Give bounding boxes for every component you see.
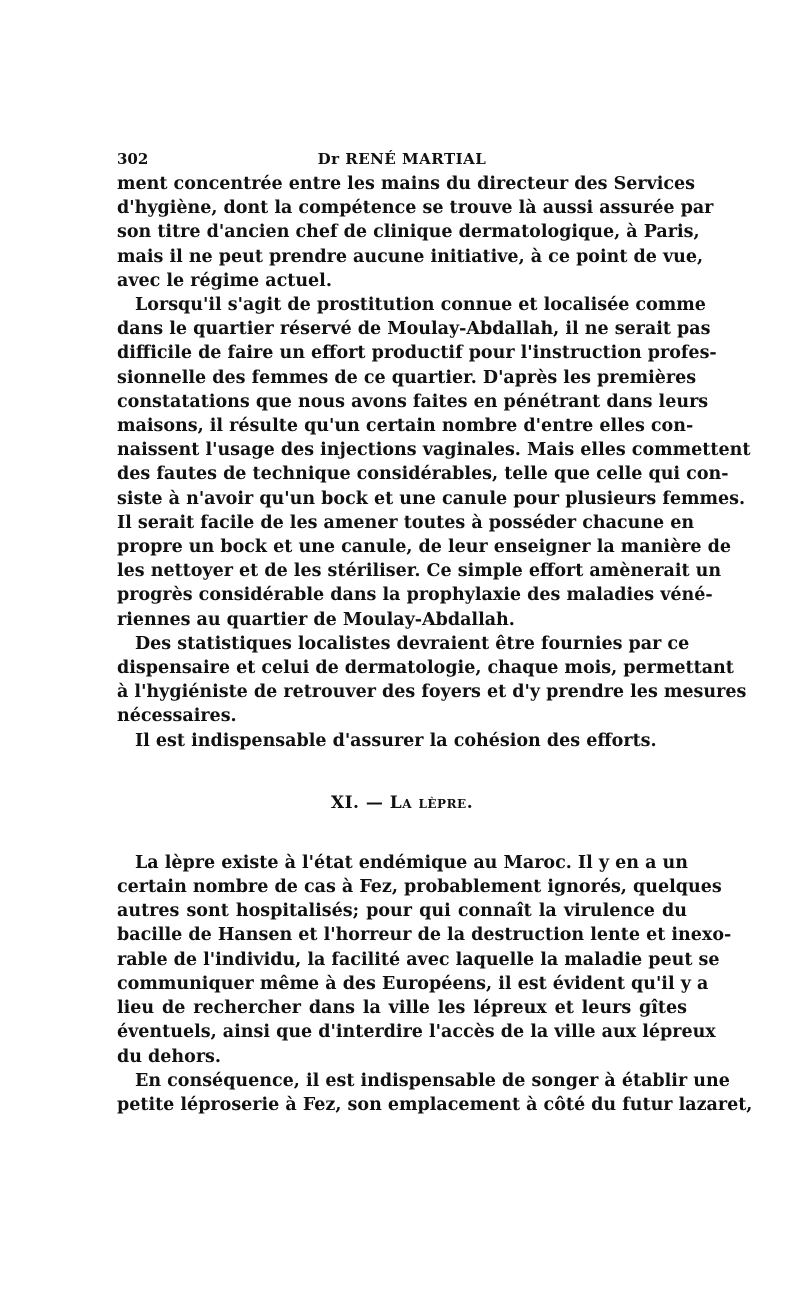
paragraph-continuation bbox=[117, 172, 714, 293]
body-text-bottom bbox=[117, 851, 753, 1117]
text-line: communiquer même à des Européens, il est évident qu'il y a bbox=[117, 973, 709, 994]
text-line: lieu de rechercher dans la ville les lépreux et leurs gîtes bbox=[117, 998, 687, 1019]
section-heading bbox=[117, 793, 687, 813]
paragraph-statistiques bbox=[117, 632, 747, 729]
text-line: Il est indispensable d'assurer la cohésion des efforts. bbox=[135, 730, 657, 751]
page-number: 302 bbox=[117, 150, 149, 168]
text-line: petite léproserie à Fez, son emplacement à côté du futur lazaret, bbox=[117, 1094, 753, 1115]
text-line: avec le régime actuel. bbox=[117, 270, 332, 291]
text-line: nécessaires. bbox=[117, 706, 237, 727]
text-line: propre un bock et une canule, de leur enseigner la manière de bbox=[117, 537, 731, 558]
text-line: Lorsqu'il s'agit de prostitution connue et localisée comme bbox=[135, 295, 706, 316]
paragraph-cohesion bbox=[117, 729, 687, 753]
running-title: Dr RENÉ MARTIAL bbox=[317, 150, 487, 168]
text-line: naissent l'usage des injections vaginales. Mais elles commettent bbox=[117, 440, 751, 461]
text-line: à l'hygiéniste de retrouver des foyers et d'y prendre les mesures bbox=[117, 682, 747, 703]
text-line: rable de l'individu, la facilité avec laquelle la maladie peut se bbox=[117, 949, 720, 970]
text-line: progrès considérable dans la prophylaxie des maladies véné- bbox=[117, 585, 713, 606]
text-line: autres sont hospitalisés; pour qui connaît la virulence du bbox=[117, 901, 687, 922]
text-line: mais il ne peut prendre aucune initiative, à ce point de vue, bbox=[117, 246, 704, 267]
text-line: En conséquence, il est indispensable de songer à établir une bbox=[135, 1070, 730, 1091]
text-line: Des statistiques localistes devraient être fournies par ce bbox=[135, 633, 690, 654]
text-line: riennes au quartier de Moulay-Abdallah. bbox=[117, 609, 515, 630]
paragraph-lepre bbox=[117, 851, 732, 1069]
text-line: constatations que nous avons faites en pénétrant dans leurs bbox=[117, 391, 709, 412]
text-line: certain nombre de cas à Fez, probablement ignorés, quelques bbox=[117, 877, 722, 898]
section-title: La lèpre. bbox=[389, 792, 474, 813]
running-head bbox=[117, 146, 687, 172]
text-line: bacille de Hansen et l'horreur de la destruction lente et inexo- bbox=[117, 925, 732, 946]
text-line: son titre d'ancien chef de clinique dermatologique, à Paris, bbox=[117, 222, 700, 243]
text-line: maisons, il résulte qu'un certain nombre d'entre elles con- bbox=[117, 416, 694, 437]
text-line: Il serait facile de les amener toutes à posséder chacune en bbox=[117, 512, 695, 533]
paragraph-leproserie bbox=[117, 1069, 753, 1117]
text-line: dispensaire et celui de dermatologie, chaque mois, permettant bbox=[117, 658, 734, 679]
text-line: siste à n'avoir qu'un bock et une canule pour plusieurs femmes. bbox=[117, 488, 746, 509]
paragraph-prostitution bbox=[117, 293, 751, 632]
text-line: les nettoyer et de les stériliser. Ce simple effort amènerait un bbox=[117, 561, 722, 582]
text-line: des fautes de technique considérables, telle que celle qui con- bbox=[117, 464, 729, 485]
text-line: ment concentrée entre les mains du directeur des Services bbox=[117, 174, 696, 194]
text-line: du dehors. bbox=[117, 1046, 221, 1067]
text-line: La lèpre existe à l'état endémique au Maroc. Il y en a un bbox=[135, 852, 688, 873]
text-line: difficile de faire un effort productif pour l'instruction profes- bbox=[117, 343, 717, 364]
section-number: XI. — bbox=[330, 792, 384, 813]
text-line: dans le quartier réservé de Moulay-Abdallah, il ne serait pas bbox=[117, 319, 711, 340]
text-line: sionnelle des femmes de ce quartier. D'après les premières bbox=[117, 367, 697, 388]
book-page bbox=[117, 146, 753, 1117]
body-text-top bbox=[117, 172, 751, 753]
text-line: d'hygiène, dont la compétence se trouve là aussi assurée par bbox=[117, 198, 714, 219]
text-line: éventuels, ainsi que d'interdire l'accès de la ville aux lépreux bbox=[117, 1022, 716, 1043]
